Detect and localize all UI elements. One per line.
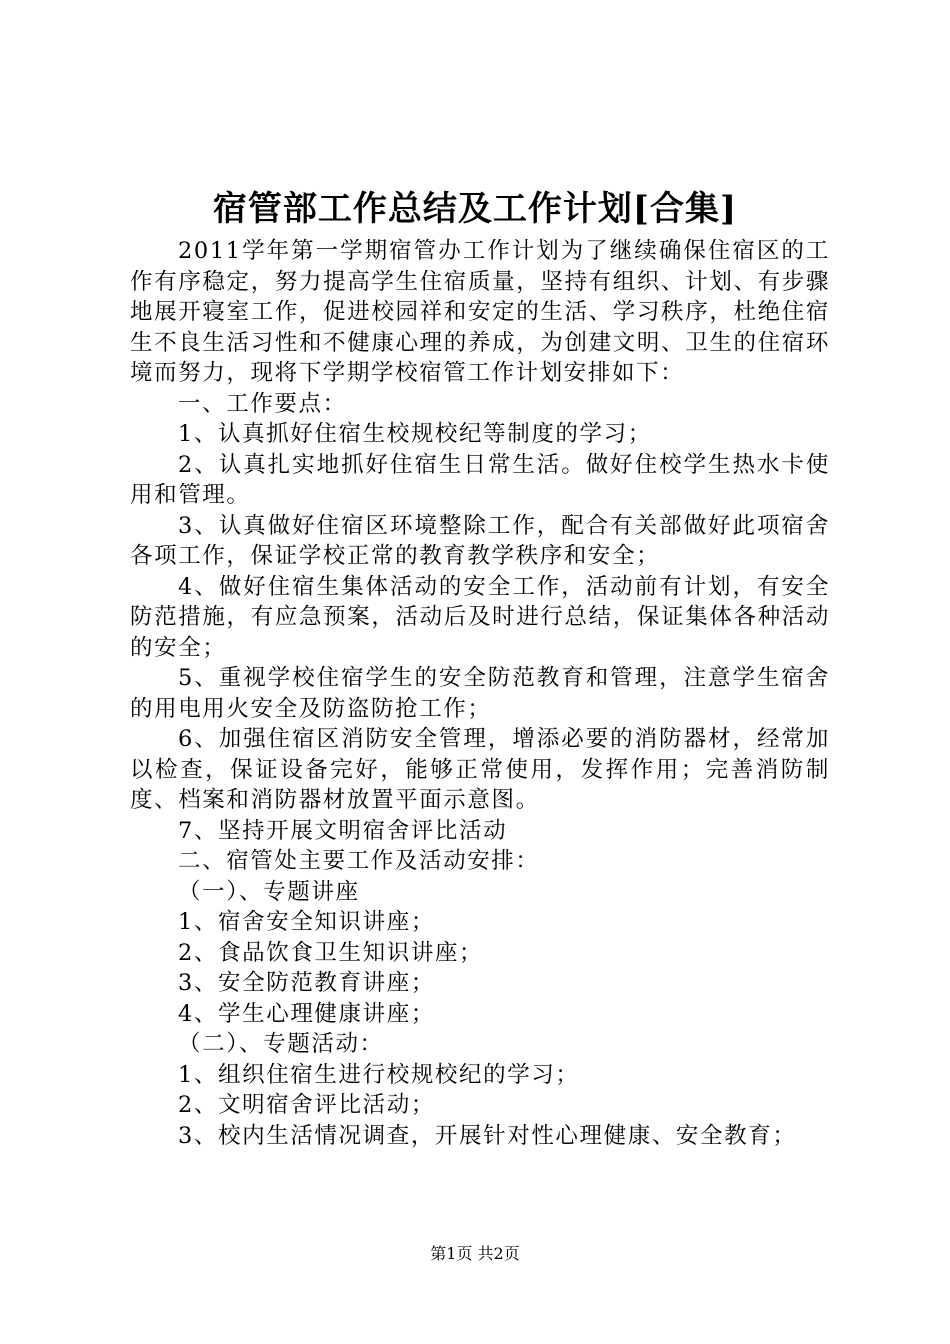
paragraph-section-heading: 二、宿管处主要工作及活动安排： [178,848,540,874]
paragraph-item: 3、认真做好住宿区环境整除工作，配合有关部做好此项宿舍各项工作，保证学校正常的教育教学秩序和安全； [130,512,830,569]
paragraph-item: 2、文明宿舍评比活动； [178,1092,435,1118]
paragraph-item: 2、食品饮食卫生知识讲座； [178,939,484,966]
paragraph-item: 5、重视学校住宿学生的安全防范教育和管理，注意学生宿舍的用电用火安全及防盗防抢工作； [130,665,830,722]
paragraph-item: 4、学生心理健康讲座； [178,1000,435,1027]
paragraph-item: 3、安全防范教育讲座； [178,970,435,996]
document-title: 宿管部工作总结及工作计划[合集] [212,189,738,229]
paragraph-item: 1、组织住宿生进行校规校纪的学习； [178,1061,580,1088]
paragraph-item: 1、认真抓好住宿生校规校纪等制度的学习； [178,421,652,447]
paragraph-item: 4、做好住宿生集体活动的安全工作，活动前有计划，有安全防范措施，有应急预案，活动后及时进行总结，保证集体各种活动的安全； [130,573,830,661]
paragraph-subheading: （一）、专题讲座 [178,878,360,905]
page-number-footer: 第1页 共2页 [430,1244,520,1263]
paragraph-section-heading: 一、工作要点： [178,390,347,417]
paragraph-item: 3、校内生活情况调查，开展针对性心理健康、安全教育； [178,1122,797,1149]
paragraph-intro: 2011学年第一学期宿管办工作计划为了继续确保住宿区的工作有序稳定，努力提高学生住宿质量，坚持有组织、计划、有步骤地展开寝室工作，促进校园祥和安定的生活、学习秩序，杜绝住宿生不良生活习性和不健康心理的养成，为创建文明、卫生的住宿环境而努力，现将下学期学校宿管工作计划安排如下： [130,238,830,386]
paragraph-item: 6、加强住宿区消防安全管理，增添必要的消防器材，经常加以检查，保证设备完好，能够正常使用，发挥作用；完善消防制度、档案和消防器材放置平面示意图。 [130,726,830,813]
document-body [130,236,830,1151]
paragraph-subheading: （二）、专题活动： [178,1031,384,1057]
paragraph-item: 7、坚持开展文明宿舍评比活动 [178,817,508,844]
paragraph-item: 2、认真扎实地抓好住宿生日常生活。做好住校学生热水卡使用和管理。 [130,451,830,508]
paragraph-item: 1、宿舍安全知识讲座； [178,909,435,935]
